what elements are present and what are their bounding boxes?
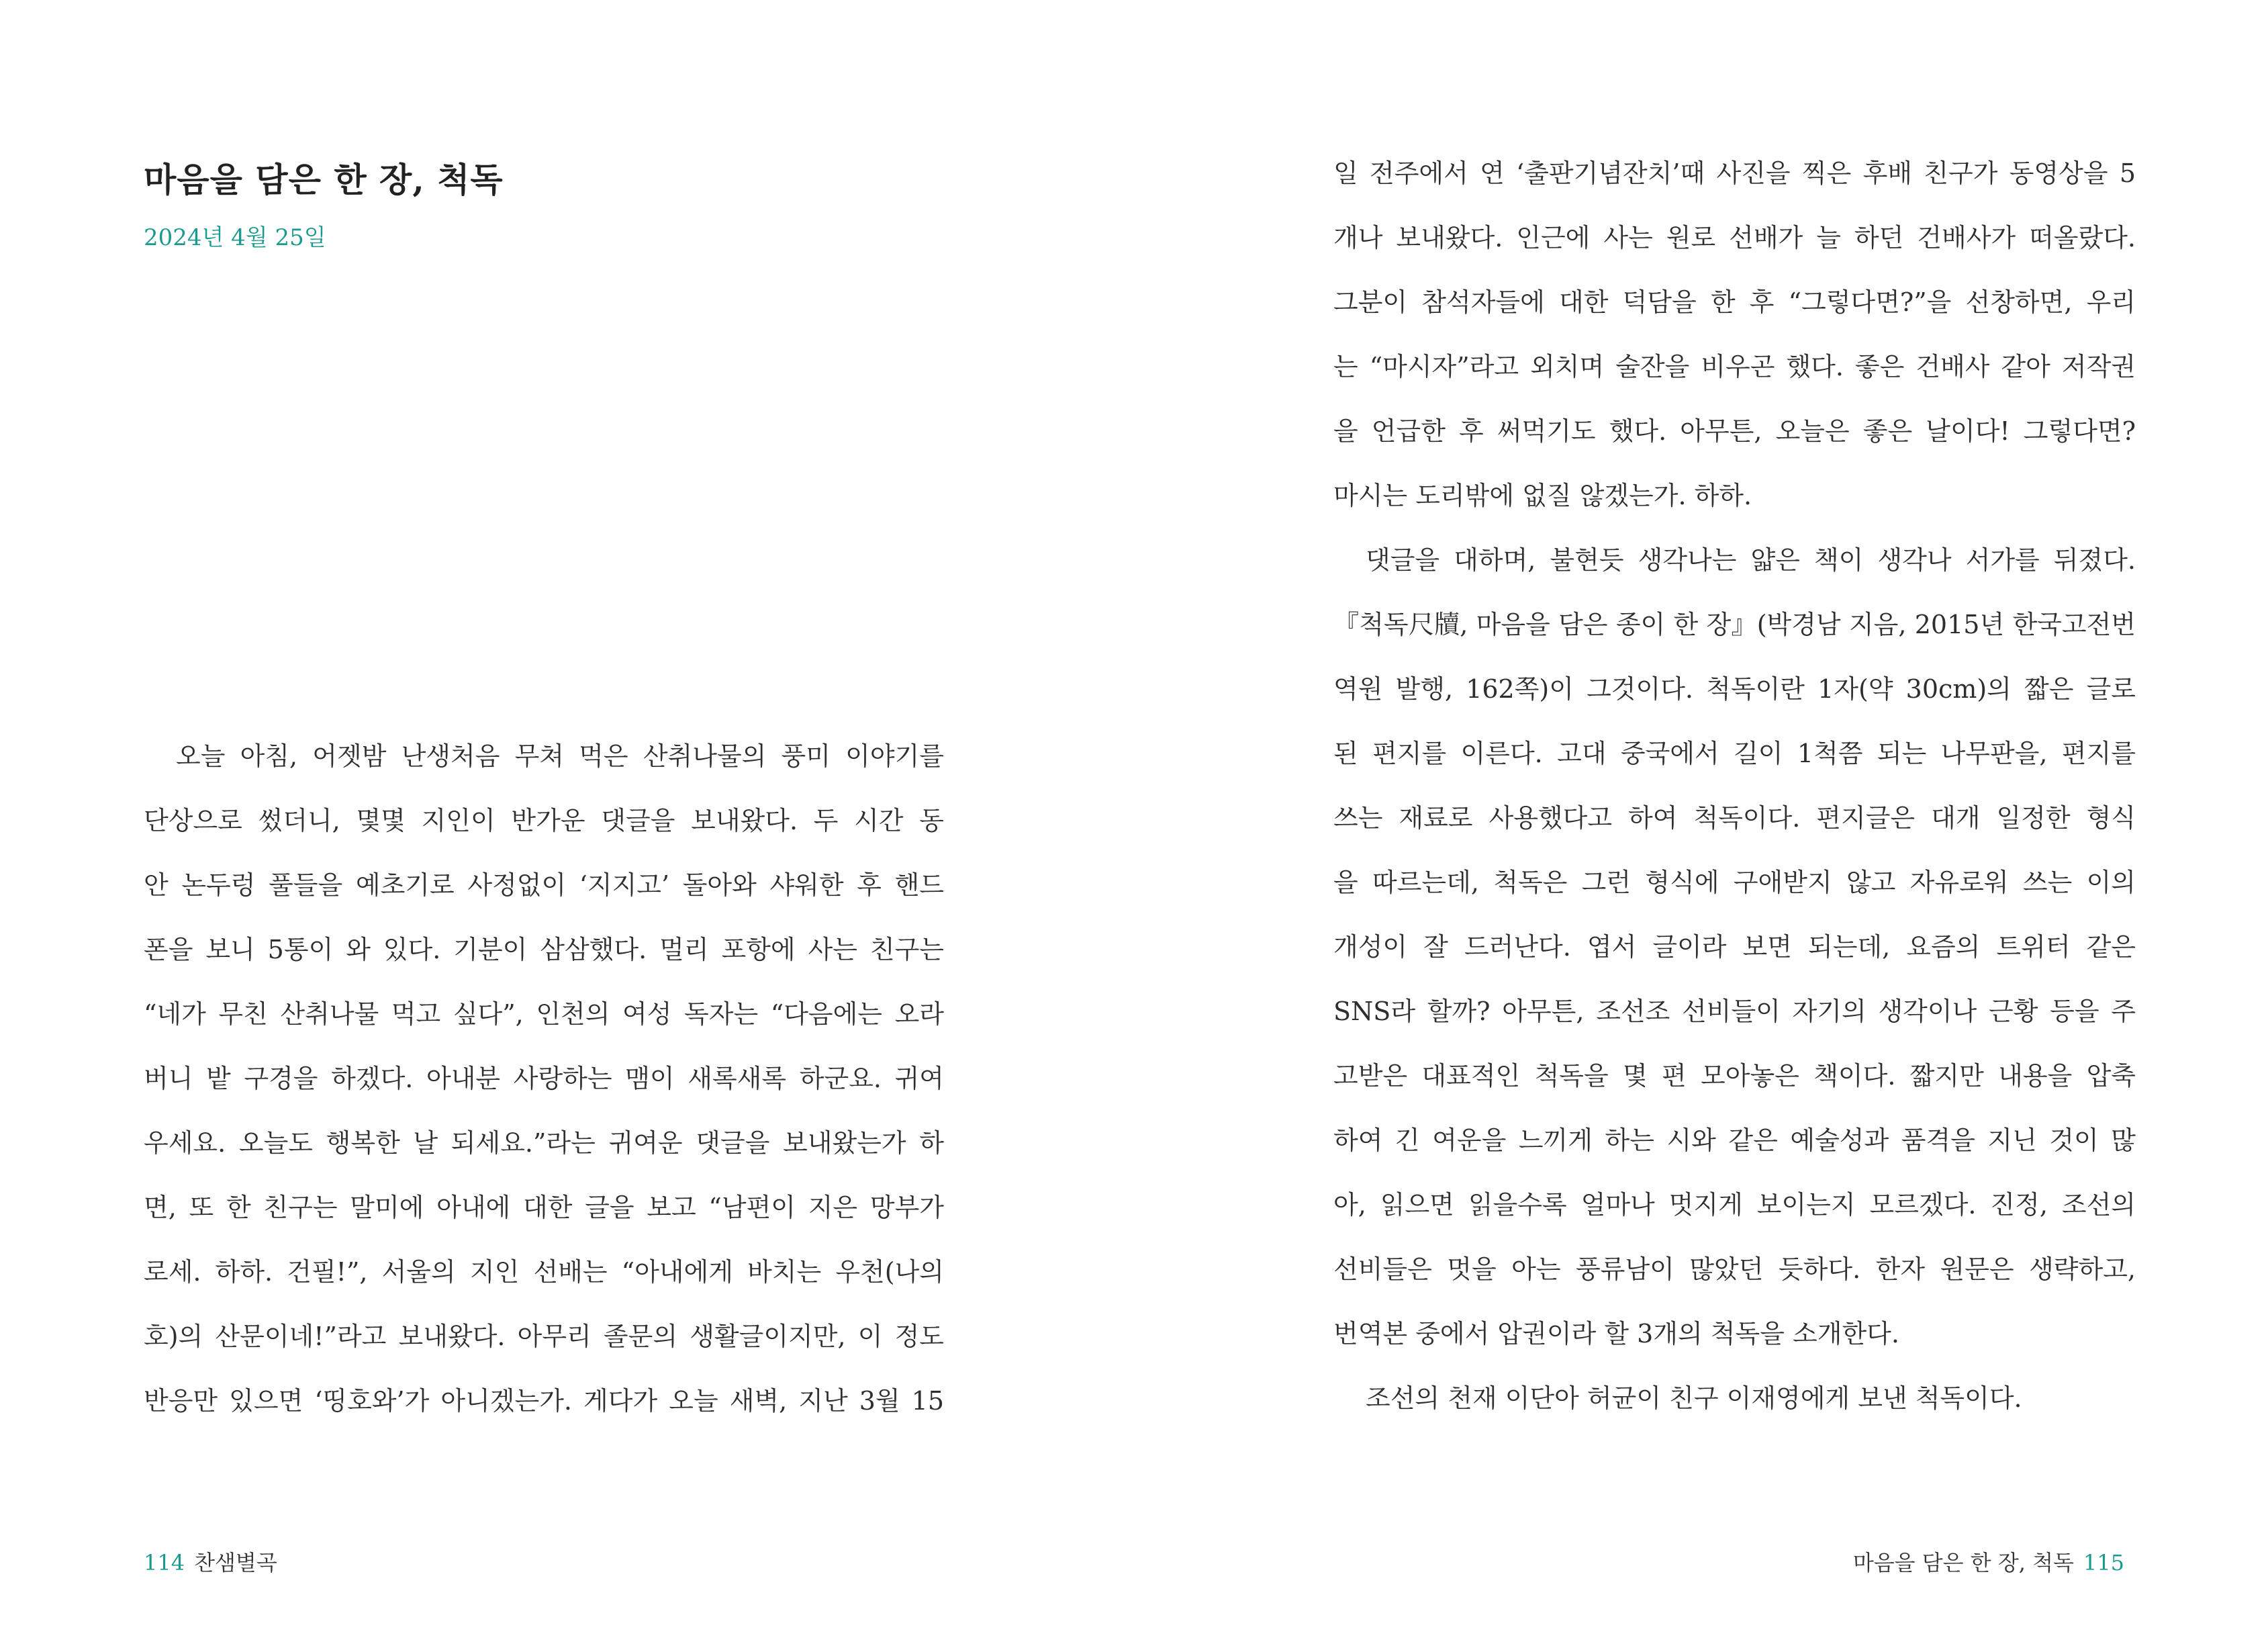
text-line: 면, 또 한 친구는 말미에 아내에 대한 글을 보고 “남편이 지은 망부가 xyxy=(144,1193,944,1222)
text-line: 역원 발행, 162쪽)이 그것이다. 척독이란 1자(약 30cm)의 짧은 글로 xyxy=(1333,674,2136,704)
chapter-date: 2024년 4월 25일 xyxy=(144,224,326,251)
text-line: 『척독尺牘, 마음을 담은 종이 한 장』(박경남 지음, 2015년 한국고전번 xyxy=(1333,610,2136,639)
text-line: 된 편지를 이른다. 고대 중국에서 길이 1척쯤 되는 나무판을, 편지를 xyxy=(1333,739,2136,768)
left-body-text xyxy=(144,724,944,1433)
text-line: 선비들은 멋을 아는 풍류남이 많았던 듯하다. 한자 원문은 생략하고, xyxy=(1333,1254,2136,1284)
text-line: 쓰는 재료로 사용했다고 하여 척독이다. 편지글은 대개 일정한 형식 xyxy=(1333,803,2136,833)
text-line: 일 전주에서 연 ‘출판기념잔치’때 사진을 찍은 후배 친구가 동영상을 5 xyxy=(1333,158,2136,188)
text-line: SNS라 할까? 아무튼, 조선조 선비들이 자기의 생각이나 근황 등을 주 xyxy=(1333,997,2136,1026)
right-footer xyxy=(1853,1546,2124,1577)
text-line: 고받은 대표적인 척독을 몇 편 모아놓은 책이다. 짧지만 내용을 압축 xyxy=(1333,1061,2136,1091)
right-page xyxy=(1134,0,2268,1650)
left-footer xyxy=(144,1546,277,1577)
text-line: 을 따르는데, 척독은 그런 형식에 구애받지 않고 자유로워 쓰는 이의 xyxy=(1333,868,2136,897)
text-line: “네가 무친 산취나물 먹고 싶다”, 인천의 여성 독자는 “다음에는 오라 xyxy=(144,999,944,1029)
text-line: 호)의 산문이네!”라고 보내왔다. 아무리 졸문의 생활글이지만, 이 정도 xyxy=(144,1322,944,1351)
chapter-title: 마음을 담은 한 장, 척독 xyxy=(144,160,504,199)
text-line: 로세. 하하. 건필!”, 서울의 지인 선배는 “아내에게 바치는 우천(나의 xyxy=(144,1257,944,1287)
text-line: 단상으로 썼더니, 몇몇 지인이 반가운 댓글을 보내왔다. 두 시간 동 xyxy=(144,806,944,835)
text-line: 우세요. 오늘도 행복한 날 되세요.”라는 귀여운 댓글을 보내왔는가 하 xyxy=(144,1128,944,1158)
right-body-text xyxy=(1333,141,2136,1430)
text-line: 조선의 천재 이단아 허균이 친구 이재영에게 보낸 척독이다. xyxy=(1366,1383,2022,1413)
text-line: 하여 긴 여운을 느끼게 하는 시와 같은 예술성과 품격을 지닌 것이 많 xyxy=(1333,1126,2136,1155)
book-title: 찬샘별곡 xyxy=(194,1550,277,1575)
text-line: 아, 읽으면 읽을수록 얼마나 멋지게 보이는지 모르겠다. 진정, 조선의 xyxy=(1333,1190,2136,1220)
text-line: 안 논두렁 풀들을 예초기로 사정없이 ‘지지고’ 돌아와 샤워한 후 핸드 xyxy=(144,870,944,900)
running-title: 마음을 담은 한 장, 척독 xyxy=(1852,1550,2074,1575)
text-line: 는 “마시자”라고 외치며 술잔을 비우곤 했다. 좋은 건배사 같아 저작권 xyxy=(1333,352,2136,381)
text-line: 버니 밭 구경을 하겠다. 아내분 사랑하는 맴이 새록새록 하군요. 귀여 xyxy=(144,1064,944,1093)
text-line: 그분이 참석자들에 대한 덕담을 한 후 “그렇다면?”을 선창하면, 우리 xyxy=(1333,287,2136,317)
text-line: 번역본 중에서 압권이라 할 3개의 척독을 소개한다. xyxy=(1333,1319,1899,1348)
text-line: 을 언급한 후 써먹기도 했다. 아무튼, 오늘은 좋은 날이다! 그렇다면? xyxy=(1333,416,2136,446)
text-line: 개성이 잘 드러난다. 엽서 글이라 보면 되는데, 요즘의 트위터 같은 xyxy=(1333,932,2136,962)
text-line: 댓글을 대하며, 불현듯 생각나는 얇은 책이 생각나 서가를 뒤졌다. xyxy=(1366,545,2136,575)
text-line: 오늘 아침, 어젯밤 난생처음 무쳐 먹은 산취나물의 풍미 이야기를 xyxy=(176,741,944,771)
text-line: 폰을 보니 5통이 와 있다. 기분이 삼삼했다. 멀리 포항에 사는 친구는 xyxy=(144,935,944,964)
text-line: 마시는 도리밖에 없질 않겠는가. 하하. xyxy=(1333,481,1752,510)
text-line: 개나 보내왔다. 인근에 사는 원로 선배가 늘 하던 건배사가 떠올랐다. xyxy=(1333,223,2136,253)
text-line: 반응만 있으면 ‘띵호와’가 아니겠는가. 게다가 오늘 새벽, 지난 3월 15 xyxy=(144,1386,944,1416)
page-number: 115 xyxy=(2083,1550,2124,1575)
page-number: 114 xyxy=(144,1550,185,1575)
